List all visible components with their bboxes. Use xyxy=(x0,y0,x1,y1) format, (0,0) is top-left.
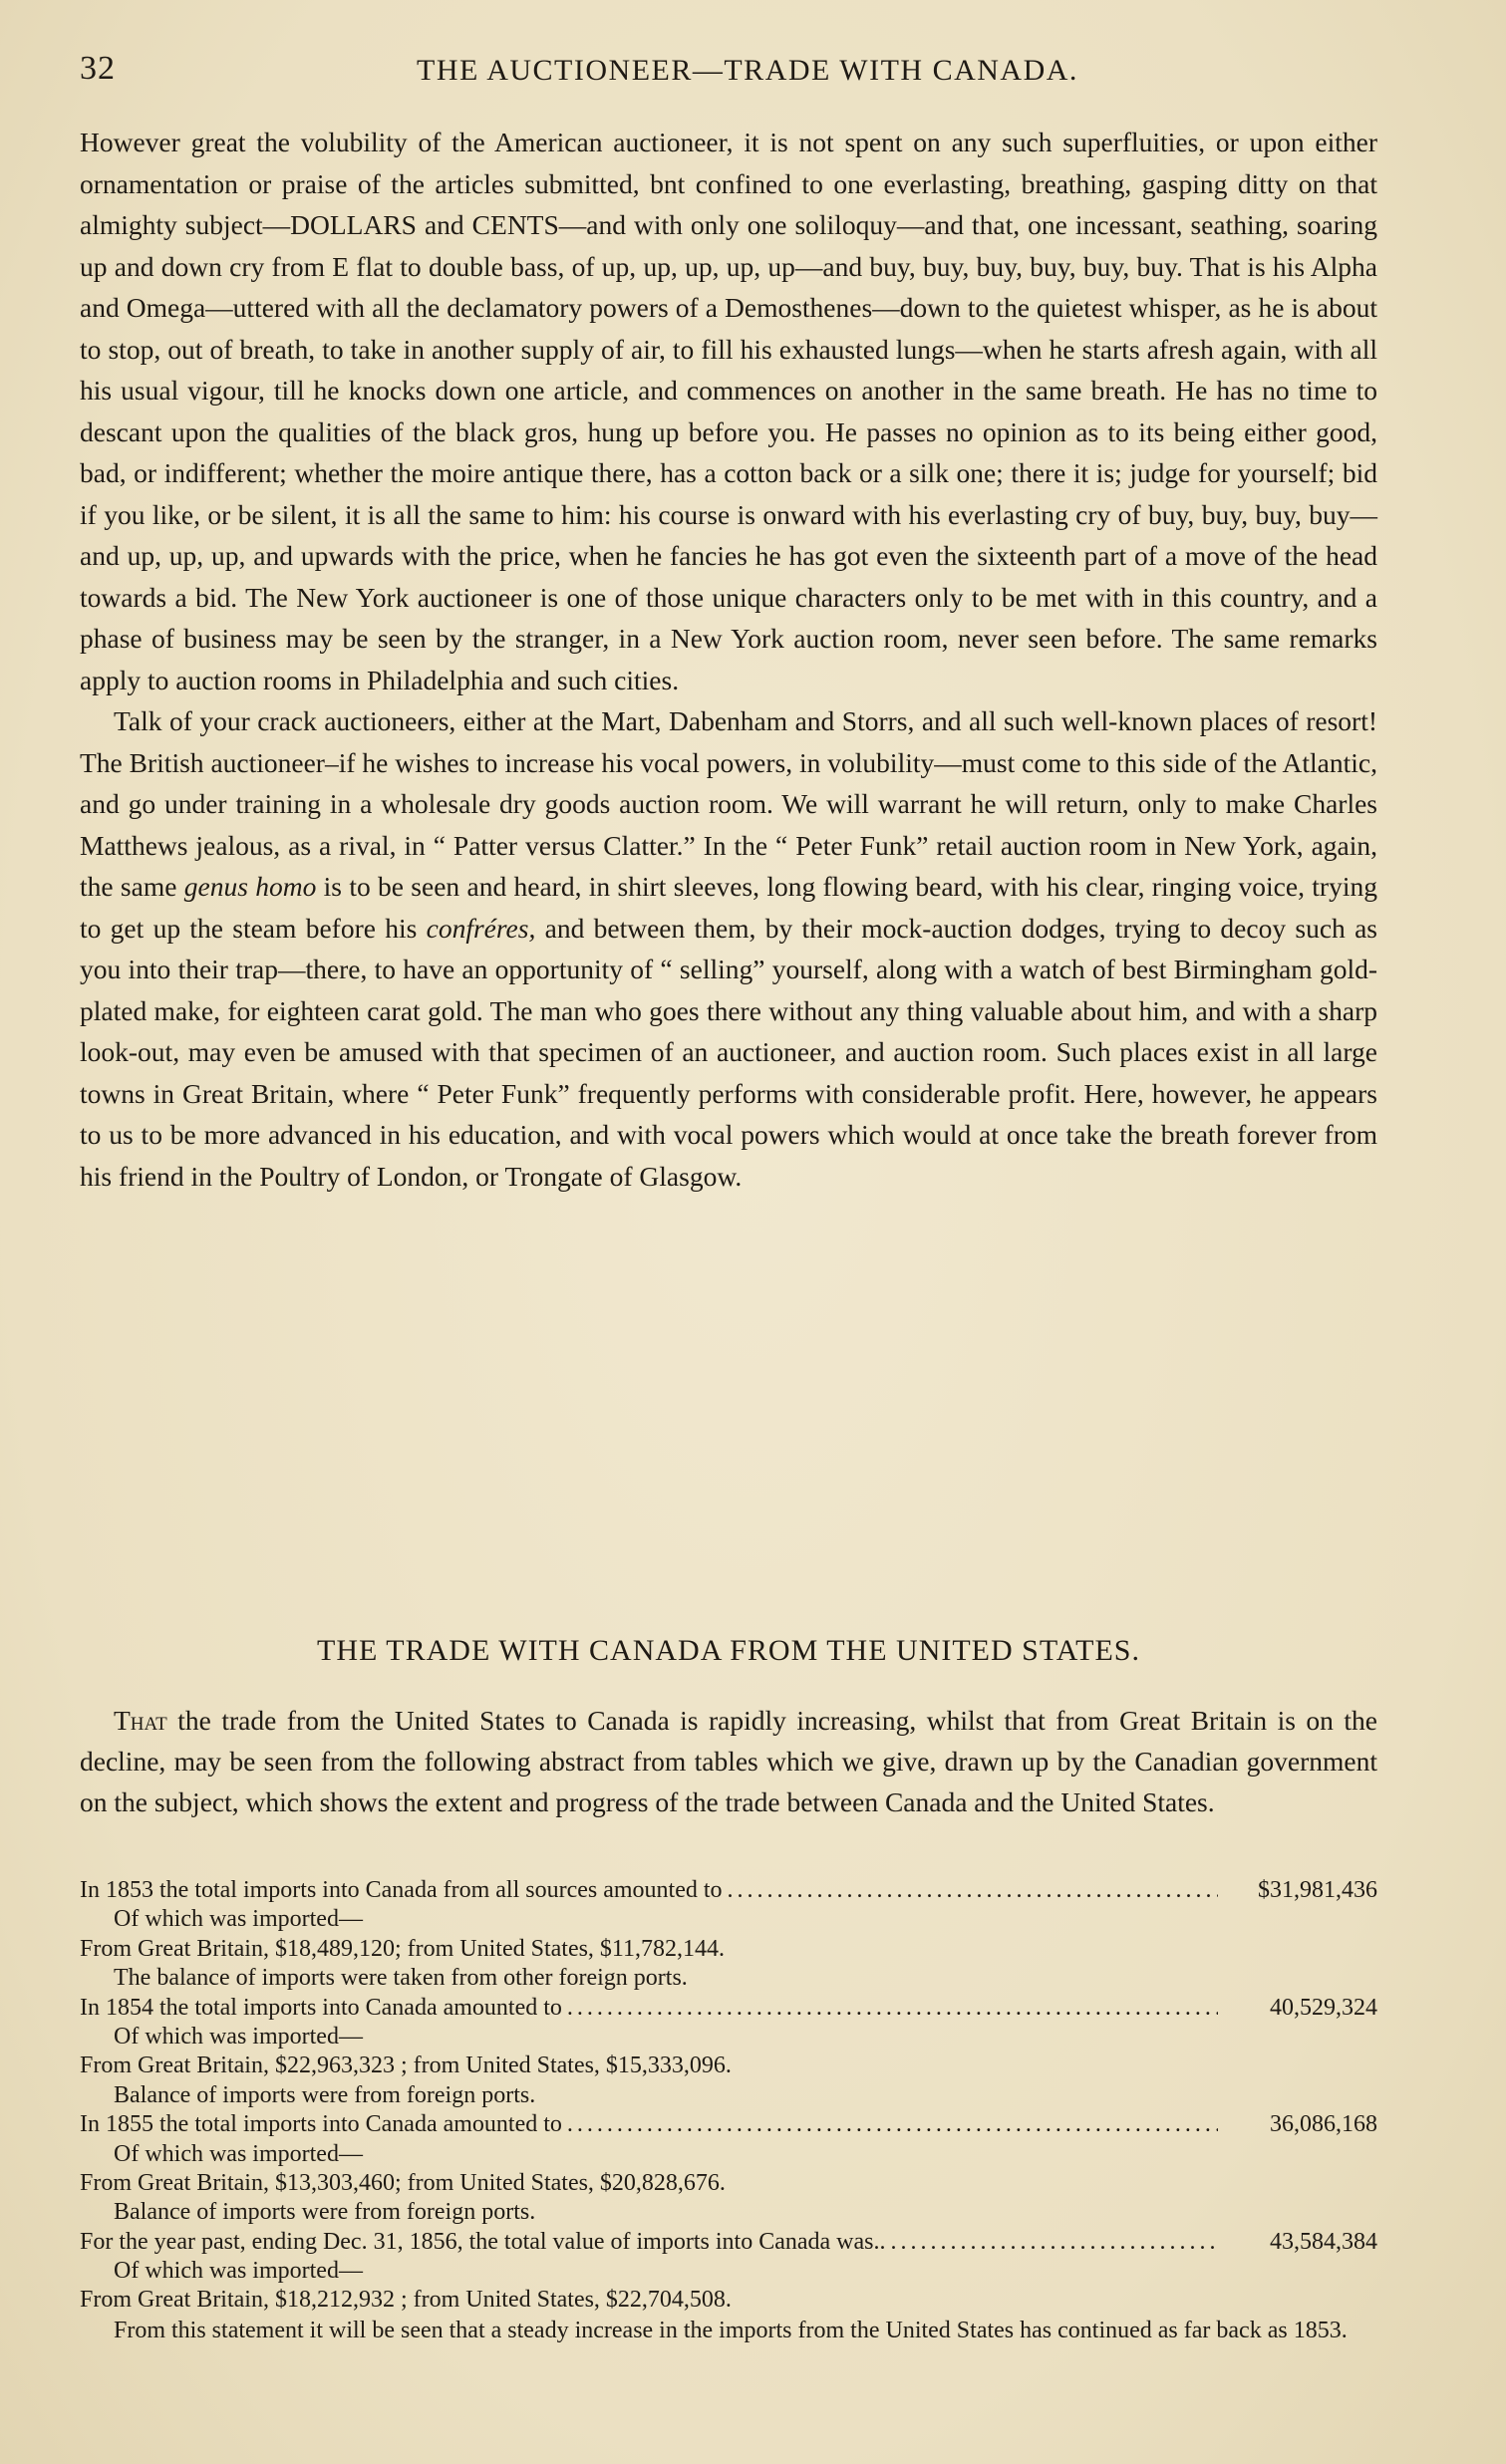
closing-text: From this statement it will be seen that a steady increase in the imports from the United States has continued as far back as 1853. xyxy=(114,2318,1348,2343)
stat-label: For the year past, ending Dec. 31, 1856, the total value of imports into Canada was.. . . . xyxy=(80,2228,1218,2257)
page-number: 32 xyxy=(80,50,116,87)
stat-row: The balance of imports were taken from other foreign ports. xyxy=(114,1965,688,1992)
stat-row: Of which was imported— xyxy=(114,2258,363,2285)
stat-row: From Great Britain, $13,303,460; from United States, $20,828,676. xyxy=(80,2169,726,2196)
stat-row: From Great Britain, $18,212,932 ; from United States, $22,704,508. xyxy=(80,2287,732,2314)
genus-homo-italic: genus homo xyxy=(183,871,317,902)
stat-amount: 40,529,324 xyxy=(1270,1994,1377,2021)
stat-row: From Great Britain, $18,489,120; from United States, $11,782,144. xyxy=(80,1935,726,1962)
paragraph-2 xyxy=(80,700,1377,1197)
paragraph-2-part-c: and between them, by their mock-auction dodges, trying to decoy such as you into their trap—there, to have an opportunity of “ selling” yourself, along with a watch of best Birmingham gold-plated make, for eighteen carat gold. The man who goes there without any thing valuable about him, and with a sharp look-out, may even be amused with that specimen of an auctioneer, and auction room. Such places exist in all large towns in Great Britain, where “ Peter Funk” frequently performs with considerable profit. Here, however, he appears to us to be more advanced in his education, and with vocal powers which would at once take the breath forever from his friend in the Poultry of London, or Trongate of Glasgow. xyxy=(80,912,1378,1192)
stat-row: Of which was imported— xyxy=(114,2023,363,2050)
paragraph-2-part-b: is to be seen and heard, in shirt sleeves, long flowing beard, with his clear, ringing voice, trying to get up the steam before his xyxy=(80,871,1377,944)
stat-amount: 36,086,168 xyxy=(1270,2111,1377,2138)
stat-row-1855-total xyxy=(80,2110,1377,2139)
stat-label: In 1855 the total imports into Canada amounted to . . . xyxy=(80,2110,1218,2139)
stat-label: In 1854 the total imports into Canada amounted to . . . xyxy=(80,1994,1218,2023)
import-statistics xyxy=(80,1876,1377,2316)
stat-amount: $31,981,436 xyxy=(1258,1877,1377,1903)
stat-row-1856-total xyxy=(80,2228,1377,2257)
closing-paragraph xyxy=(80,2317,1377,2345)
stat-amount: 43,584,384 xyxy=(1270,2228,1377,2255)
section-intro xyxy=(80,1700,1377,1822)
intro-first-word: That xyxy=(114,1705,167,1736)
page-header xyxy=(80,50,1415,90)
paragraph-1: However great the volubility of the American auctioneer, it is not spent on any such superfluities, or upon either ornamentation or praise of the articles submitted, bnt confined to one everlasting, breathing, gasping ditty on that almighty subject—DOLLARS and CENTS—and with only one soliloquy—and that, one incessant, seathing, soaring up and down cry from E flat to double bass, of up, up, up, up, up—and buy, buy, buy, buy, buy, buy. That is his Alpha and Omega—uttered with all the declamatory powers of a Demosthenes—down to the quietest whisper, as he is about to stop, out of breath, to take in another supply of air, to fill his exhausted lungs—when he starts afresh again, with all his usual vigour, till he knocks down one article, and commences on another in the same breath. He has no time to descant upon the qualities of the black gros, hung up before you. He passes no opinion as to its being either good, bad, or indifferent; whether the moire antique there, has a cotton back or a silk one; there it is; judge for yourself; bid if you like, or be silent, it is all the same to him: his course is onward with his everlasting cry of buy, buy, buy, buy—and up, up, up, and upwards with the price, when he fancies he has got even the sixteenth part of a move of the head towards a bid. The New York auctioneer is one of those unique characters only to be met with in this country, and a phase of business may be seen by the stranger, in a New York auction room, never seen before. The same remarks apply to auction rooms in Philadelphia and such cities. xyxy=(80,127,1377,695)
stat-row: Balance of imports were from foreign ports. xyxy=(114,2081,536,2108)
stat-label: In 1853 the total imports into Canada from all sources amounted to . . . xyxy=(80,1876,1218,1905)
confreres-italic: confréres, xyxy=(426,912,536,944)
stat-row-1853-total xyxy=(80,1876,1377,1905)
paragraph-2-part-a: Talk of your crack auctioneers, either at the Mart, Dabenham and Storrs, and all such well-known places of resort! The British auctioneer–if he wishes to increase his vocal powers, in volubility—must come to this side of the Atlantic, and go under training in a wholesale dry goods auction room. We will warrant he will return, only to make Charles Matthews jealous, as a rival, in “ Patter versus Clatter.” In the “ Peter Funk” retail auction room in New York, again, the same xyxy=(80,705,1377,902)
auctioneer-article xyxy=(80,122,1377,1197)
stat-row: Of which was imported— xyxy=(114,1906,363,1933)
intro-text: the trade from the United States to Canada is rapidly increasing, whilst that from Great Britain is on the decline, may be seen from the following abstract from tables which we give, drawn up by the Canadian government on the subject, which shows the extent and progress of the trade between Canada and the United States. xyxy=(80,1705,1377,1817)
running-title: THE AUCTIONEER—TRADE WITH CANADA. xyxy=(417,54,1078,87)
stat-row-1854-total xyxy=(80,1994,1377,2023)
stat-row: Of which was imported— xyxy=(114,2140,363,2167)
section-title: THE TRADE WITH CANADA FROM THE UNITED STATES. xyxy=(317,1634,1140,1667)
stat-row: Balance of imports were from foreign ports. xyxy=(114,2199,536,2226)
stat-row: From Great Britain, $22,963,323 ; from United States, $15,333,096. xyxy=(80,2053,732,2079)
